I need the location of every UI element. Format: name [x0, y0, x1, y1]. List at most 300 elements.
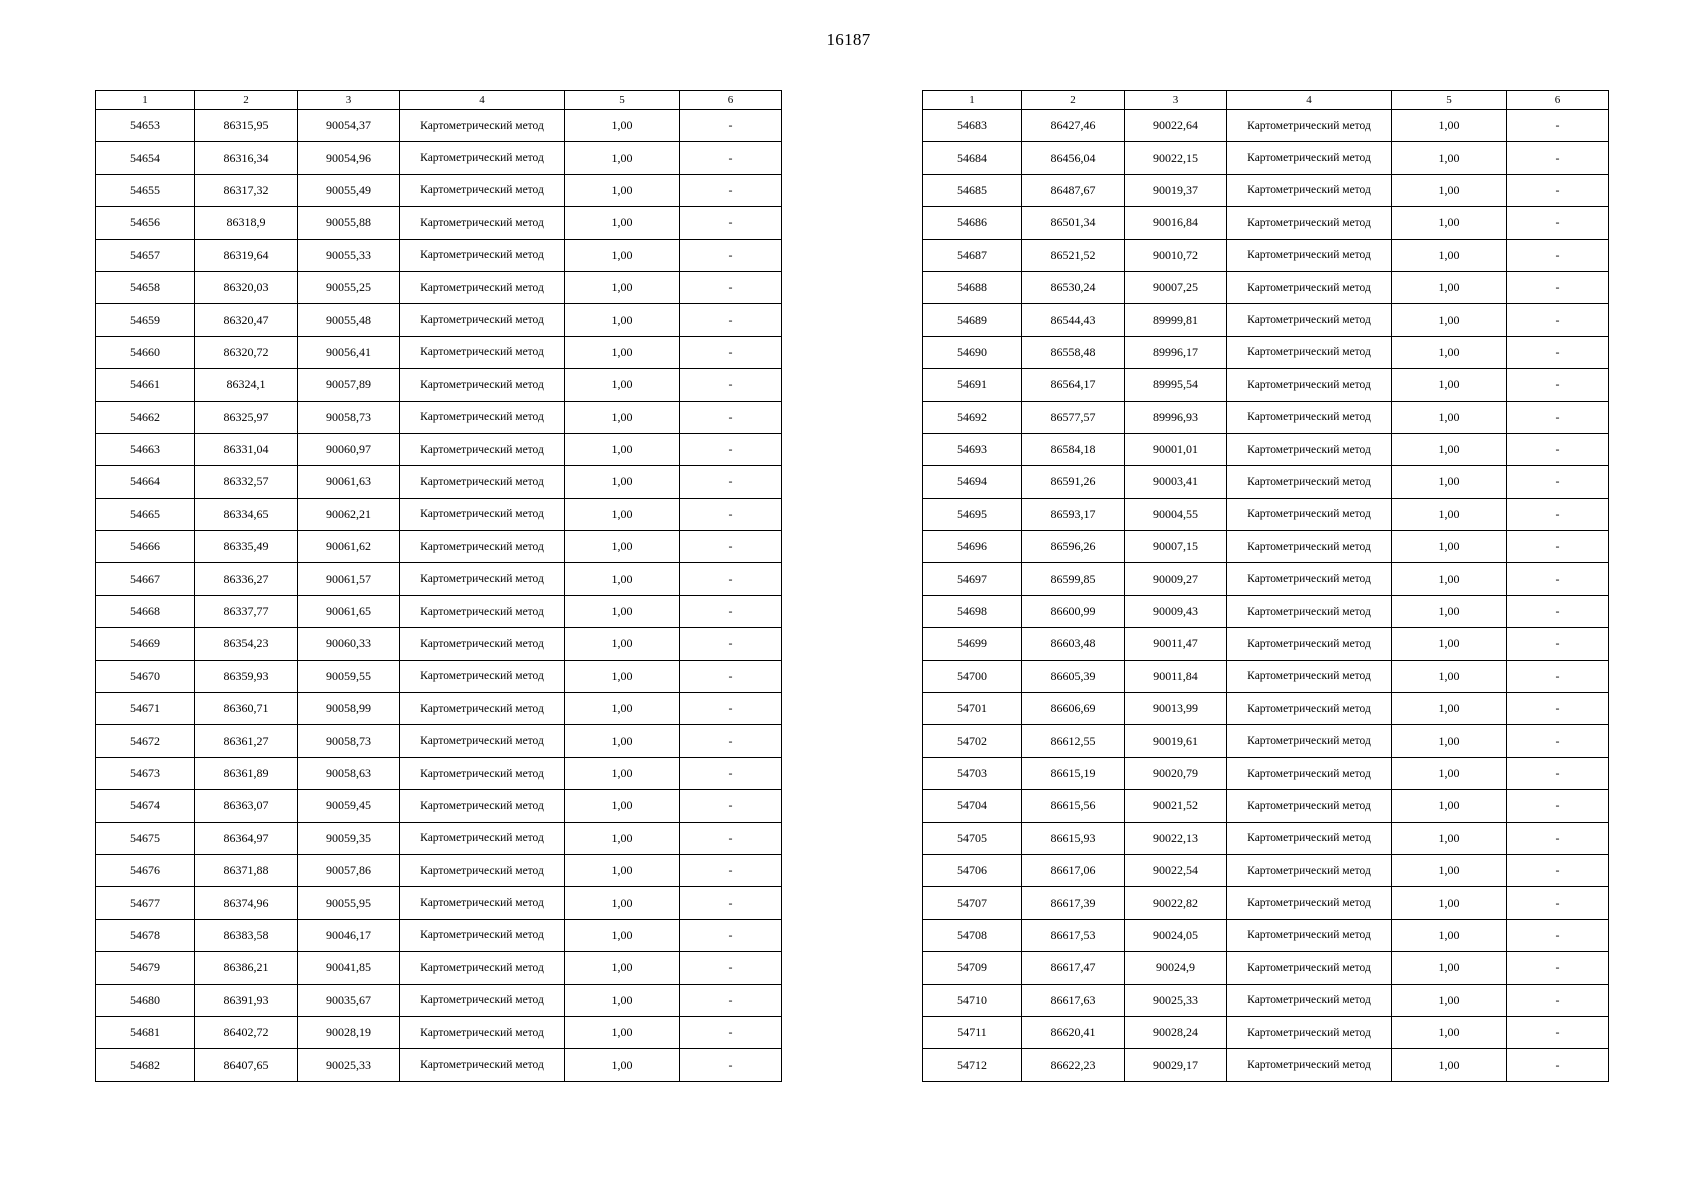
table-row	[923, 271, 1609, 303]
y-coordinate-cell: 89996,17	[1125, 336, 1227, 368]
column-header-2: 2	[195, 91, 298, 110]
x-coordinate-cell: 86383,58	[195, 919, 298, 951]
accuracy-cell: 1,00	[565, 207, 680, 239]
column-header-6: 6	[680, 91, 782, 110]
point-number-cell: 54707	[923, 887, 1022, 919]
y-coordinate-cell: 90059,45	[298, 790, 400, 822]
description-cell: -	[1507, 304, 1609, 336]
accuracy-cell: 1,00	[1392, 466, 1507, 498]
method-cell: Картометрический метод	[400, 984, 565, 1016]
y-coordinate-cell: 90028,24	[1125, 1016, 1227, 1048]
accuracy-cell: 1,00	[565, 466, 680, 498]
table-header-row	[96, 91, 782, 110]
table-row	[923, 142, 1609, 174]
y-coordinate-cell: 90022,15	[1125, 142, 1227, 174]
table-row	[96, 595, 782, 627]
y-coordinate-cell: 90007,25	[1125, 271, 1227, 303]
point-number-cell: 54698	[923, 595, 1022, 627]
method-cell: Картометрический метод	[400, 887, 565, 919]
x-coordinate-cell: 86324,1	[195, 369, 298, 401]
x-coordinate-cell: 86364,97	[195, 822, 298, 854]
point-number-cell: 54685	[923, 174, 1022, 206]
y-coordinate-cell: 90022,13	[1125, 822, 1227, 854]
method-cell: Картометрический метод	[1227, 174, 1392, 206]
accuracy-cell: 1,00	[1392, 595, 1507, 627]
accuracy-cell: 1,00	[1392, 725, 1507, 757]
accuracy-cell: 1,00	[565, 1049, 680, 1081]
method-cell: Картометрический метод	[1227, 952, 1392, 984]
y-coordinate-cell: 90058,99	[298, 693, 400, 725]
point-number-cell: 54711	[923, 1016, 1022, 1048]
method-cell: Картометрический метод	[1227, 271, 1392, 303]
x-coordinate-cell: 86577,57	[1022, 401, 1125, 433]
method-cell: Картометрический метод	[1227, 887, 1392, 919]
x-coordinate-cell: 86617,47	[1022, 952, 1125, 984]
method-cell: Картометрический метод	[400, 174, 565, 206]
x-coordinate-cell: 86558,48	[1022, 336, 1125, 368]
point-number-cell: 54693	[923, 433, 1022, 465]
y-coordinate-cell: 90055,49	[298, 174, 400, 206]
description-cell: -	[1507, 563, 1609, 595]
accuracy-cell: 1,00	[1392, 952, 1507, 984]
accuracy-cell: 1,00	[565, 595, 680, 627]
description-cell: -	[680, 854, 782, 886]
accuracy-cell: 1,00	[565, 822, 680, 854]
accuracy-cell: 1,00	[1392, 660, 1507, 692]
table-row	[96, 660, 782, 692]
description-cell: -	[680, 304, 782, 336]
x-coordinate-cell: 86487,67	[1022, 174, 1125, 206]
point-number-cell: 54676	[96, 854, 195, 886]
description-cell: -	[1507, 401, 1609, 433]
table-row	[96, 822, 782, 854]
point-number-cell: 54692	[923, 401, 1022, 433]
method-cell: Картометрический метод	[400, 336, 565, 368]
description-cell: -	[680, 110, 782, 142]
method-cell: Картометрический метод	[1227, 984, 1392, 1016]
accuracy-cell: 1,00	[1392, 304, 1507, 336]
table-row	[96, 854, 782, 886]
accuracy-cell: 1,00	[565, 757, 680, 789]
y-coordinate-cell: 90055,88	[298, 207, 400, 239]
x-coordinate-cell: 86427,46	[1022, 110, 1125, 142]
accuracy-cell: 1,00	[565, 952, 680, 984]
y-coordinate-cell: 90059,55	[298, 660, 400, 692]
method-cell: Картометрический метод	[400, 854, 565, 886]
table-row	[923, 433, 1609, 465]
table-row	[96, 531, 782, 563]
point-number-cell: 54704	[923, 790, 1022, 822]
x-coordinate-cell: 86354,23	[195, 628, 298, 660]
accuracy-cell: 1,00	[1392, 239, 1507, 271]
accuracy-cell: 1,00	[565, 725, 680, 757]
table-row	[923, 239, 1609, 271]
method-cell: Картометрический метод	[400, 142, 565, 174]
x-coordinate-cell: 86615,56	[1022, 790, 1125, 822]
x-coordinate-cell: 86622,23	[1022, 1049, 1125, 1081]
method-cell: Картометрический метод	[400, 207, 565, 239]
method-cell: Картометрический метод	[1227, 401, 1392, 433]
x-coordinate-cell: 86591,26	[1022, 466, 1125, 498]
description-cell: -	[1507, 207, 1609, 239]
accuracy-cell: 1,00	[1392, 854, 1507, 886]
accuracy-cell: 1,00	[1392, 207, 1507, 239]
point-number-cell: 54687	[923, 239, 1022, 271]
point-number-cell: 54696	[923, 531, 1022, 563]
x-coordinate-cell: 86316,34	[195, 142, 298, 174]
description-cell: -	[680, 239, 782, 271]
method-cell: Картометрический метод	[1227, 142, 1392, 174]
table-row	[96, 110, 782, 142]
description-cell: -	[680, 822, 782, 854]
point-number-cell: 54694	[923, 466, 1022, 498]
point-number-cell: 54684	[923, 142, 1022, 174]
x-coordinate-cell: 86620,41	[1022, 1016, 1125, 1048]
table-row	[96, 466, 782, 498]
method-cell: Картометрический метод	[1227, 1016, 1392, 1048]
point-number-cell: 54675	[96, 822, 195, 854]
description-cell: -	[1507, 142, 1609, 174]
column-header-1: 1	[923, 91, 1022, 110]
y-coordinate-cell: 90062,21	[298, 498, 400, 530]
coordinates-table-right	[922, 90, 1609, 1082]
table-body	[96, 110, 782, 1082]
description-cell: -	[1507, 1016, 1609, 1048]
description-cell: -	[1507, 466, 1609, 498]
table-row	[923, 660, 1609, 692]
description-cell: -	[680, 401, 782, 433]
x-coordinate-cell: 86318,9	[195, 207, 298, 239]
description-cell: -	[1507, 822, 1609, 854]
method-cell: Картометрический метод	[400, 1016, 565, 1048]
x-coordinate-cell: 86359,93	[195, 660, 298, 692]
method-cell: Картометрический метод	[1227, 433, 1392, 465]
x-coordinate-cell: 86606,69	[1022, 693, 1125, 725]
point-number-cell: 54679	[96, 952, 195, 984]
accuracy-cell: 1,00	[565, 854, 680, 886]
table-row	[96, 563, 782, 595]
point-number-cell: 54705	[923, 822, 1022, 854]
description-cell: -	[680, 563, 782, 595]
description-cell: -	[680, 531, 782, 563]
description-cell: -	[1507, 369, 1609, 401]
accuracy-cell: 1,00	[565, 693, 680, 725]
x-coordinate-cell: 86315,95	[195, 110, 298, 142]
y-coordinate-cell: 90061,63	[298, 466, 400, 498]
table-row	[923, 531, 1609, 563]
point-number-cell: 54690	[923, 336, 1022, 368]
column-header-3: 3	[298, 91, 400, 110]
point-number-cell: 54697	[923, 563, 1022, 595]
method-cell: Картометрический метод	[400, 757, 565, 789]
point-number-cell: 54658	[96, 271, 195, 303]
y-coordinate-cell: 90024,9	[1125, 952, 1227, 984]
point-number-cell: 54666	[96, 531, 195, 563]
table-row	[96, 433, 782, 465]
y-coordinate-cell: 90011,47	[1125, 628, 1227, 660]
accuracy-cell: 1,00	[1392, 531, 1507, 563]
x-coordinate-cell: 86603,48	[1022, 628, 1125, 660]
accuracy-cell: 1,00	[1392, 628, 1507, 660]
table-row	[923, 466, 1609, 498]
method-cell: Картометрический метод	[1227, 725, 1392, 757]
accuracy-cell: 1,00	[565, 628, 680, 660]
y-coordinate-cell: 90041,85	[298, 952, 400, 984]
accuracy-cell: 1,00	[565, 369, 680, 401]
method-cell: Картометрический метод	[1227, 660, 1392, 692]
y-coordinate-cell: 90019,37	[1125, 174, 1227, 206]
table-row	[923, 401, 1609, 433]
point-number-cell: 54702	[923, 725, 1022, 757]
x-coordinate-cell: 86337,77	[195, 595, 298, 627]
method-cell: Картометрический метод	[1227, 790, 1392, 822]
table-row	[96, 1049, 782, 1081]
description-cell: -	[1507, 757, 1609, 789]
x-coordinate-cell: 86596,26	[1022, 531, 1125, 563]
y-coordinate-cell: 90020,79	[1125, 757, 1227, 789]
x-coordinate-cell: 86363,07	[195, 790, 298, 822]
accuracy-cell: 1,00	[1392, 336, 1507, 368]
y-coordinate-cell: 90058,73	[298, 725, 400, 757]
y-coordinate-cell: 90022,82	[1125, 887, 1227, 919]
y-coordinate-cell: 90025,33	[1125, 984, 1227, 1016]
description-cell: -	[1507, 854, 1609, 886]
description-cell: -	[1507, 725, 1609, 757]
accuracy-cell: 1,00	[1392, 369, 1507, 401]
point-number-cell: 54709	[923, 952, 1022, 984]
method-cell: Картометрический метод	[1227, 498, 1392, 530]
x-coordinate-cell: 86335,49	[195, 531, 298, 563]
y-coordinate-cell: 90061,57	[298, 563, 400, 595]
description-cell: -	[1507, 239, 1609, 271]
y-coordinate-cell: 90058,73	[298, 401, 400, 433]
description-cell: -	[1507, 110, 1609, 142]
method-cell: Картометрический метод	[1227, 239, 1392, 271]
description-cell: -	[1507, 595, 1609, 627]
method-cell: Картометрический метод	[1227, 466, 1392, 498]
x-coordinate-cell: 86361,89	[195, 757, 298, 789]
x-coordinate-cell: 86584,18	[1022, 433, 1125, 465]
method-cell: Картометрический метод	[400, 498, 565, 530]
point-number-cell: 54710	[923, 984, 1022, 1016]
accuracy-cell: 1,00	[565, 498, 680, 530]
point-number-cell: 54659	[96, 304, 195, 336]
accuracy-cell: 1,00	[565, 110, 680, 142]
y-coordinate-cell: 90019,61	[1125, 725, 1227, 757]
x-coordinate-cell: 86615,93	[1022, 822, 1125, 854]
y-coordinate-cell: 90001,01	[1125, 433, 1227, 465]
point-number-cell: 54682	[96, 1049, 195, 1081]
method-cell: Картометрический метод	[1227, 628, 1392, 660]
accuracy-cell: 1,00	[1392, 174, 1507, 206]
y-coordinate-cell: 90010,72	[1125, 239, 1227, 271]
y-coordinate-cell: 90011,84	[1125, 660, 1227, 692]
point-number-cell: 54688	[923, 271, 1022, 303]
method-cell: Картометрический метод	[400, 595, 565, 627]
y-coordinate-cell: 90022,64	[1125, 110, 1227, 142]
description-cell: -	[1507, 952, 1609, 984]
point-number-cell: 54664	[96, 466, 195, 498]
y-coordinate-cell: 89999,81	[1125, 304, 1227, 336]
column-header-6: 6	[1507, 91, 1609, 110]
accuracy-cell: 1,00	[565, 271, 680, 303]
table-row	[96, 887, 782, 919]
y-coordinate-cell: 90060,97	[298, 433, 400, 465]
table-row	[923, 336, 1609, 368]
point-number-cell: 54672	[96, 725, 195, 757]
y-coordinate-cell: 90055,33	[298, 239, 400, 271]
method-cell: Картометрический метод	[400, 271, 565, 303]
method-cell: Картометрический метод	[400, 919, 565, 951]
x-coordinate-cell: 86617,06	[1022, 854, 1125, 886]
accuracy-cell: 1,00	[1392, 822, 1507, 854]
y-coordinate-cell: 90054,37	[298, 110, 400, 142]
description-cell: -	[680, 369, 782, 401]
method-cell: Картометрический метод	[1227, 336, 1392, 368]
accuracy-cell: 1,00	[565, 142, 680, 174]
accuracy-cell: 1,00	[1392, 919, 1507, 951]
point-number-cell: 54695	[923, 498, 1022, 530]
table-row	[923, 1049, 1609, 1081]
column-header-4: 4	[1227, 91, 1392, 110]
table-row	[923, 790, 1609, 822]
table-body	[923, 110, 1609, 1082]
description-cell: -	[1507, 660, 1609, 692]
table-row	[96, 271, 782, 303]
point-number-cell: 54669	[96, 628, 195, 660]
point-number-cell: 54691	[923, 369, 1022, 401]
table-row	[923, 984, 1609, 1016]
table-row	[96, 790, 782, 822]
y-coordinate-cell: 90055,25	[298, 271, 400, 303]
column-header-5: 5	[1392, 91, 1507, 110]
x-coordinate-cell: 86320,72	[195, 336, 298, 368]
y-coordinate-cell: 90060,33	[298, 628, 400, 660]
description-cell: -	[680, 595, 782, 627]
table-row	[96, 207, 782, 239]
table-row	[923, 952, 1609, 984]
method-cell: Картометрический метод	[400, 1049, 565, 1081]
point-number-cell: 54686	[923, 207, 1022, 239]
x-coordinate-cell: 86600,99	[1022, 595, 1125, 627]
method-cell: Картометрический метод	[400, 563, 565, 595]
y-coordinate-cell: 90029,17	[1125, 1049, 1227, 1081]
x-coordinate-cell: 86371,88	[195, 854, 298, 886]
x-coordinate-cell: 86320,03	[195, 271, 298, 303]
y-coordinate-cell: 90057,89	[298, 369, 400, 401]
point-number-cell: 54661	[96, 369, 195, 401]
accuracy-cell: 1,00	[565, 660, 680, 692]
accuracy-cell: 1,00	[565, 563, 680, 595]
x-coordinate-cell: 86521,52	[1022, 239, 1125, 271]
point-number-cell: 54667	[96, 563, 195, 595]
accuracy-cell: 1,00	[565, 304, 680, 336]
description-cell: -	[680, 498, 782, 530]
description-cell: -	[1507, 628, 1609, 660]
accuracy-cell: 1,00	[565, 919, 680, 951]
x-coordinate-cell: 86402,72	[195, 1016, 298, 1048]
x-coordinate-cell: 86325,97	[195, 401, 298, 433]
y-coordinate-cell: 90059,35	[298, 822, 400, 854]
x-coordinate-cell: 86391,93	[195, 984, 298, 1016]
description-cell: -	[1507, 984, 1609, 1016]
method-cell: Картометрический метод	[1227, 854, 1392, 886]
table-row	[923, 563, 1609, 595]
table-row	[923, 110, 1609, 142]
x-coordinate-cell: 86334,65	[195, 498, 298, 530]
x-coordinate-cell: 86615,19	[1022, 757, 1125, 789]
method-cell: Картометрический метод	[1227, 369, 1392, 401]
table-row	[923, 595, 1609, 627]
accuracy-cell: 1,00	[565, 984, 680, 1016]
x-coordinate-cell: 86617,63	[1022, 984, 1125, 1016]
description-cell: -	[1507, 271, 1609, 303]
table-row	[96, 498, 782, 530]
table-row	[923, 174, 1609, 206]
x-coordinate-cell: 86605,39	[1022, 660, 1125, 692]
method-cell: Картометрический метод	[1227, 919, 1392, 951]
accuracy-cell: 1,00	[1392, 110, 1507, 142]
accuracy-cell: 1,00	[1392, 498, 1507, 530]
method-cell: Картометрический метод	[1227, 595, 1392, 627]
accuracy-cell: 1,00	[1392, 563, 1507, 595]
method-cell: Картометрический метод	[400, 304, 565, 336]
point-number-cell: 54683	[923, 110, 1022, 142]
x-coordinate-cell: 86386,21	[195, 952, 298, 984]
column-header-1: 1	[96, 91, 195, 110]
point-number-cell: 54674	[96, 790, 195, 822]
point-number-cell: 54662	[96, 401, 195, 433]
accuracy-cell: 1,00	[565, 1016, 680, 1048]
y-coordinate-cell: 90028,19	[298, 1016, 400, 1048]
y-coordinate-cell: 90022,54	[1125, 854, 1227, 886]
y-coordinate-cell: 89996,93	[1125, 401, 1227, 433]
description-cell: -	[680, 1049, 782, 1081]
table-row	[96, 174, 782, 206]
description-cell: -	[1507, 919, 1609, 951]
method-cell: Картометрический метод	[1227, 531, 1392, 563]
description-cell: -	[680, 433, 782, 465]
x-coordinate-cell: 86564,17	[1022, 369, 1125, 401]
accuracy-cell: 1,00	[1392, 790, 1507, 822]
y-coordinate-cell: 89995,54	[1125, 369, 1227, 401]
table-row	[923, 919, 1609, 951]
point-number-cell: 54699	[923, 628, 1022, 660]
y-coordinate-cell: 90025,33	[298, 1049, 400, 1081]
method-cell: Картометрический метод	[1227, 1049, 1392, 1081]
method-cell: Картометрический метод	[400, 628, 565, 660]
point-number-cell: 54663	[96, 433, 195, 465]
x-coordinate-cell: 86530,24	[1022, 271, 1125, 303]
point-number-cell: 54665	[96, 498, 195, 530]
table-row	[923, 498, 1609, 530]
point-number-cell: 54654	[96, 142, 195, 174]
accuracy-cell: 1,00	[1392, 693, 1507, 725]
table-row	[96, 725, 782, 757]
method-cell: Картометрический метод	[400, 110, 565, 142]
accuracy-cell: 1,00	[565, 790, 680, 822]
accuracy-cell: 1,00	[565, 531, 680, 563]
table-row	[96, 304, 782, 336]
description-cell: -	[1507, 174, 1609, 206]
description-cell: -	[680, 174, 782, 206]
table-row	[96, 952, 782, 984]
accuracy-cell: 1,00	[1392, 433, 1507, 465]
x-coordinate-cell: 86456,04	[1022, 142, 1125, 174]
x-coordinate-cell: 86360,71	[195, 693, 298, 725]
description-cell: -	[680, 919, 782, 951]
point-number-cell: 54668	[96, 595, 195, 627]
